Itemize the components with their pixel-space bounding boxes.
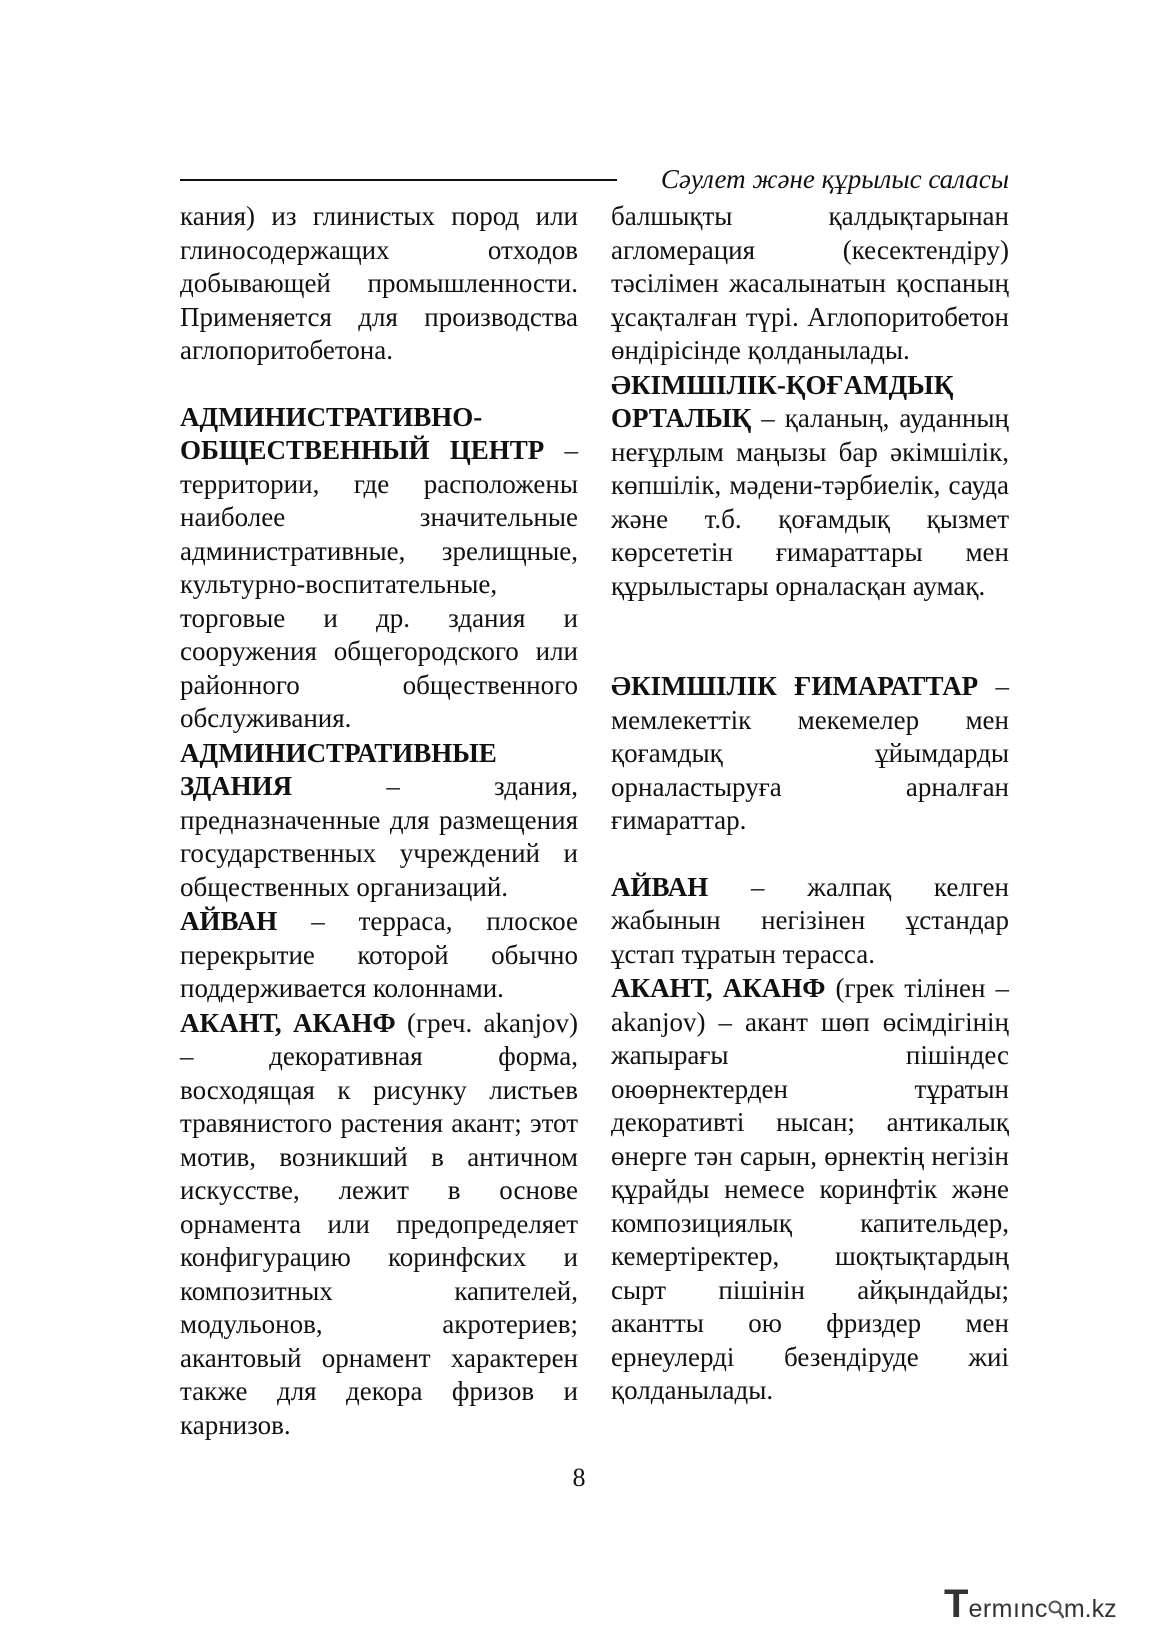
entry-text: кания) из глинистых пород или глиносодержащих отходов добывающей промышленности. Применяется для производства аглопоритобетона.	[180, 201, 578, 365]
entry-text: – қаланың, ауданның неғұрлым маңызы бар әкімшілік, көпшілік, мәдени-тәрбиелік, сауда және т.б. қоғамдық қызмет көрсететін ғимараттары мен құрылыстары орналасқан аумақ.	[611, 403, 1009, 601]
entry-term: АЙВАН	[611, 871, 709, 902]
running-header: Сәулет және құрылыс саласы	[660, 164, 1009, 194]
entry-text: (греч. akanjov) – декоративная форма, восходящая к рисунку листьев травянистого растения акант; этот мотив, возникший в античном искусстве, лежит в основе орнамента или предопределяет конфигурацию коринфских и композитных капителей, модульонов, акротериев; акантовый орнамент характерен также для декора фризов и карнизов.	[180, 1007, 578, 1440]
entry-text: – территории, где расположены наиболее значительные административные, зрелищные, культурно-воспитательные, торговые и др. здания и сооружения общегородского или районного общественного обслуживания.	[180, 435, 578, 733]
entry-text: – мемлекеттік мекемелер мен қоғамдық ұйымдарды орналастыруға арналған ғимараттар.	[611, 671, 1009, 835]
logo-text: ermınc	[968, 1595, 1048, 1623]
entry-term: ӘКІМШІЛІК-ҚОҒАМДЫҚ ОРТАЛЫҚ	[611, 369, 954, 433]
page-number: 8	[572, 1463, 586, 1492]
entry-term: АДМИНИСТРАТИВНО-ОБЩЕСТВЕННЫЙ ЦЕНТР	[180, 401, 545, 465]
entry-text: (грек тілінен – akanjov) – акант шөп өсімдігінің жапырағы пішіндес оюөрнектерден тұратын декоративті нысан; антикалық өнерге тән сарын, өрнектің негізін құрайды немесе коринфтік және композициялық капительдер, кемертіректер, шоқтықтардың сырт пішінін айқындайды; акантты ою фриздер мен ернеулерді безендіруде жиі қолданылады.	[611, 973, 1009, 1405]
entry-admin-buildings	[611, 670, 1009, 838]
entry-term: АКАНТ, АКАНФ	[611, 973, 826, 1003]
entry-admin-public-center	[180, 401, 578, 736]
entry-aivan	[180, 905, 578, 1006]
header-rule	[180, 179, 617, 181]
magnifier-icon	[1048, 1598, 1064, 1620]
entry-aivan	[611, 871, 1009, 972]
logo-letter: T	[944, 1582, 969, 1626]
entry-text: – терраса, плоское перекрытие которой обычно поддерживается колоннами.	[180, 906, 578, 1003]
logo-domain: m.kz	[1063, 1595, 1117, 1623]
entry-acanthus	[180, 1007, 578, 1443]
entry-term: ӘКІМШІЛІК ҒИМАРАТТАР	[611, 671, 979, 701]
entry-term: АЙВАН	[180, 906, 278, 936]
entry-text: – жалпақ келген жабынын негізінен ұстандар ұстап тұратын терасса.	[611, 871, 1009, 969]
entry-text: – здания, предназначенные для размещения государственных учреждений и общественных организаций.	[180, 771, 578, 902]
entry-term: АДМИНИСТРАТИВНЫЕ ЗДАНИЯ	[180, 737, 497, 801]
entry-term: АКАНТ, АКАНФ	[180, 1007, 396, 1038]
entry-acanthus	[611, 972, 1009, 1408]
entry-text: балшықты қалдықтарынан агломерация (кесектендіру) тәсілімен жасалынатын қоспаның ұсақталған түрі. Аглопоритобетон өндірісінде қолданылады.	[611, 201, 1009, 365]
right-column	[611, 200, 1009, 1408]
entry-admin-public-center	[611, 369, 1009, 604]
entry-continued	[611, 200, 1009, 368]
site-logo	[944, 1582, 1144, 1626]
entry-admin-buildings	[180, 737, 578, 905]
left-column	[180, 200, 578, 1442]
entry-continued	[180, 200, 578, 368]
